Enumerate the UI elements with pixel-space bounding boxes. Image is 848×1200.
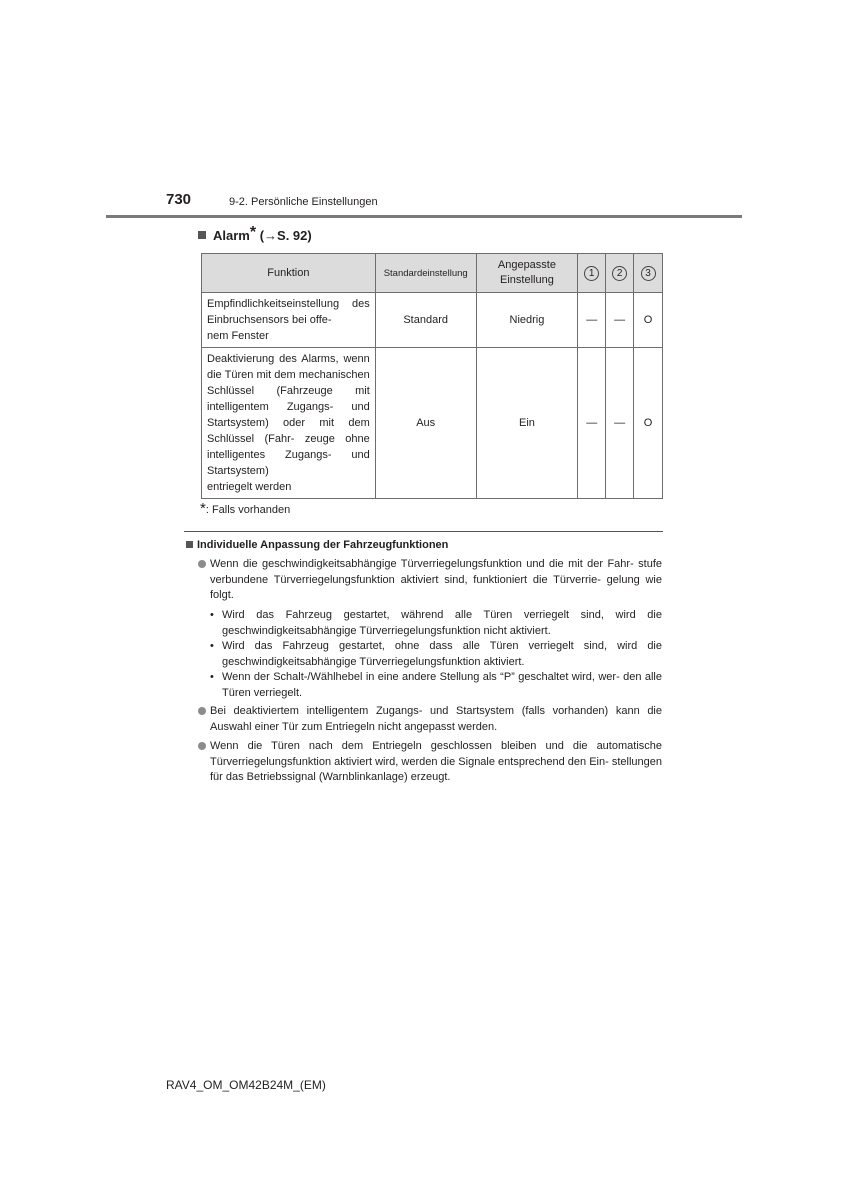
circled-number-3: 3 <box>641 266 656 281</box>
alarm-heading-text: Alarm <box>213 228 250 243</box>
list-item: • Wenn der Schalt-/Wählhebel in eine andere Stellung als “P” geschaltet wird, wer- den alle Türen verriegelt. <box>210 671 662 699</box>
info-paragraph-1: Wenn die geschwindigkeitsabhängige Türverriegelungsfunktion und die mit der Fahr- stufe verbundene Türverriegelungsfunktion aktiviert sind, funktioniert die Türverrie- gelung wie folgt. <box>198 557 662 604</box>
document-code: RAV4_OM_OM42B24M_(EM) <box>166 1078 326 1092</box>
row-2-col-3: O <box>634 348 663 499</box>
list-item: • Wird das Fahrzeug gestartet, ohne dass alle Türen verriegelt sind, wird die geschwindigkeitsabhängige Türverriegelungsfunktion aktiviert. <box>210 640 662 668</box>
header-default-setting: Standardeinstellung <box>375 254 476 293</box>
square-bullet-icon <box>198 231 206 239</box>
row-1-custom: Niedrig <box>476 293 578 348</box>
header-col-1 <box>578 254 606 293</box>
circle-bullet-icon <box>198 742 206 750</box>
row-2-custom: Ein <box>476 348 578 499</box>
table-header-row <box>202 254 663 293</box>
row-1-col-3: O <box>634 293 663 348</box>
alarm-heading <box>198 224 312 243</box>
section-divider <box>184 531 663 532</box>
bullet-mark: • <box>210 671 214 683</box>
alarm-settings-table <box>201 253 663 499</box>
header-col-2 <box>606 254 634 293</box>
info-paragraph-2: Bei deaktiviertem intelligentem Zugangs- und Startsystem (falls vorhanden) kann die Auswahl einer Tür zum Entriegeln nicht angepasst werden. <box>198 704 662 735</box>
footnote-star: * <box>249 224 257 241</box>
row-2-default: Aus <box>375 348 476 499</box>
header-function: Funktion <box>202 254 376 293</box>
row-1-default: Standard <box>375 293 476 348</box>
header-custom-setting: Angepasste Einstellung <box>476 254 578 293</box>
info-heading <box>186 539 448 551</box>
footnote <box>200 500 290 517</box>
header-divider <box>106 215 742 218</box>
page-reference: (→S. 92) <box>256 228 312 243</box>
row-2-col-1: — <box>578 348 606 499</box>
circle-bullet-icon <box>198 560 206 568</box>
table-row <box>202 293 663 348</box>
circle-bullet-icon <box>198 707 206 715</box>
section-title: 9-2. Persönliche Einstellungen <box>229 196 378 208</box>
header-col-3 <box>634 254 663 293</box>
row-1-col-2: — <box>606 293 634 348</box>
circled-number-2: 2 <box>612 266 627 281</box>
page-number: 730 <box>166 191 192 208</box>
info-heading-text: Individuelle Anpassung der Fahrzeugfunktionen <box>197 539 449 551</box>
list-item: • Wird das Fahrzeug gestartet, während alle Türen verriegelt sind, wird die geschwindigkeitsabhängige Türverriegelungsfunktion nicht aktiviert. <box>210 609 662 637</box>
footnote-star: * <box>200 500 206 517</box>
square-bullet-icon <box>186 541 193 548</box>
row-2-col-2: — <box>606 348 634 499</box>
bullet-mark: • <box>210 609 214 621</box>
row-2-function: Deaktivierung des Alarms, wenn die Türen mit dem mechanischen Schlüssel (Fahrzeuge mit intelligentem Zugangs- und Startsystem) oder mit dem Schlüssel (Fahr- zeuge ohne intelligentes Zugangs- und Startsystem) entriegelt werden <box>202 348 376 499</box>
info-paragraph-3: Wenn die Türen nach dem Entriegeln geschlossen bleiben und die automatische Türverriegelungsfunktion aktiviert wird, werden die Signale entsprechend den Ein- stellungen für das Betriebssignal (Warnblinkanlage) erzeugt. <box>198 739 662 786</box>
bullet-mark: • <box>210 640 214 652</box>
footnote-text: : Falls vorhanden <box>205 504 291 516</box>
table-row <box>202 348 663 499</box>
row-1-col-1: — <box>578 293 606 348</box>
circled-number-1: 1 <box>584 266 599 281</box>
row-1-function: Empfindlichkeitseinstellung des Einbruchsensors bei offe- nem Fenster <box>202 293 376 348</box>
